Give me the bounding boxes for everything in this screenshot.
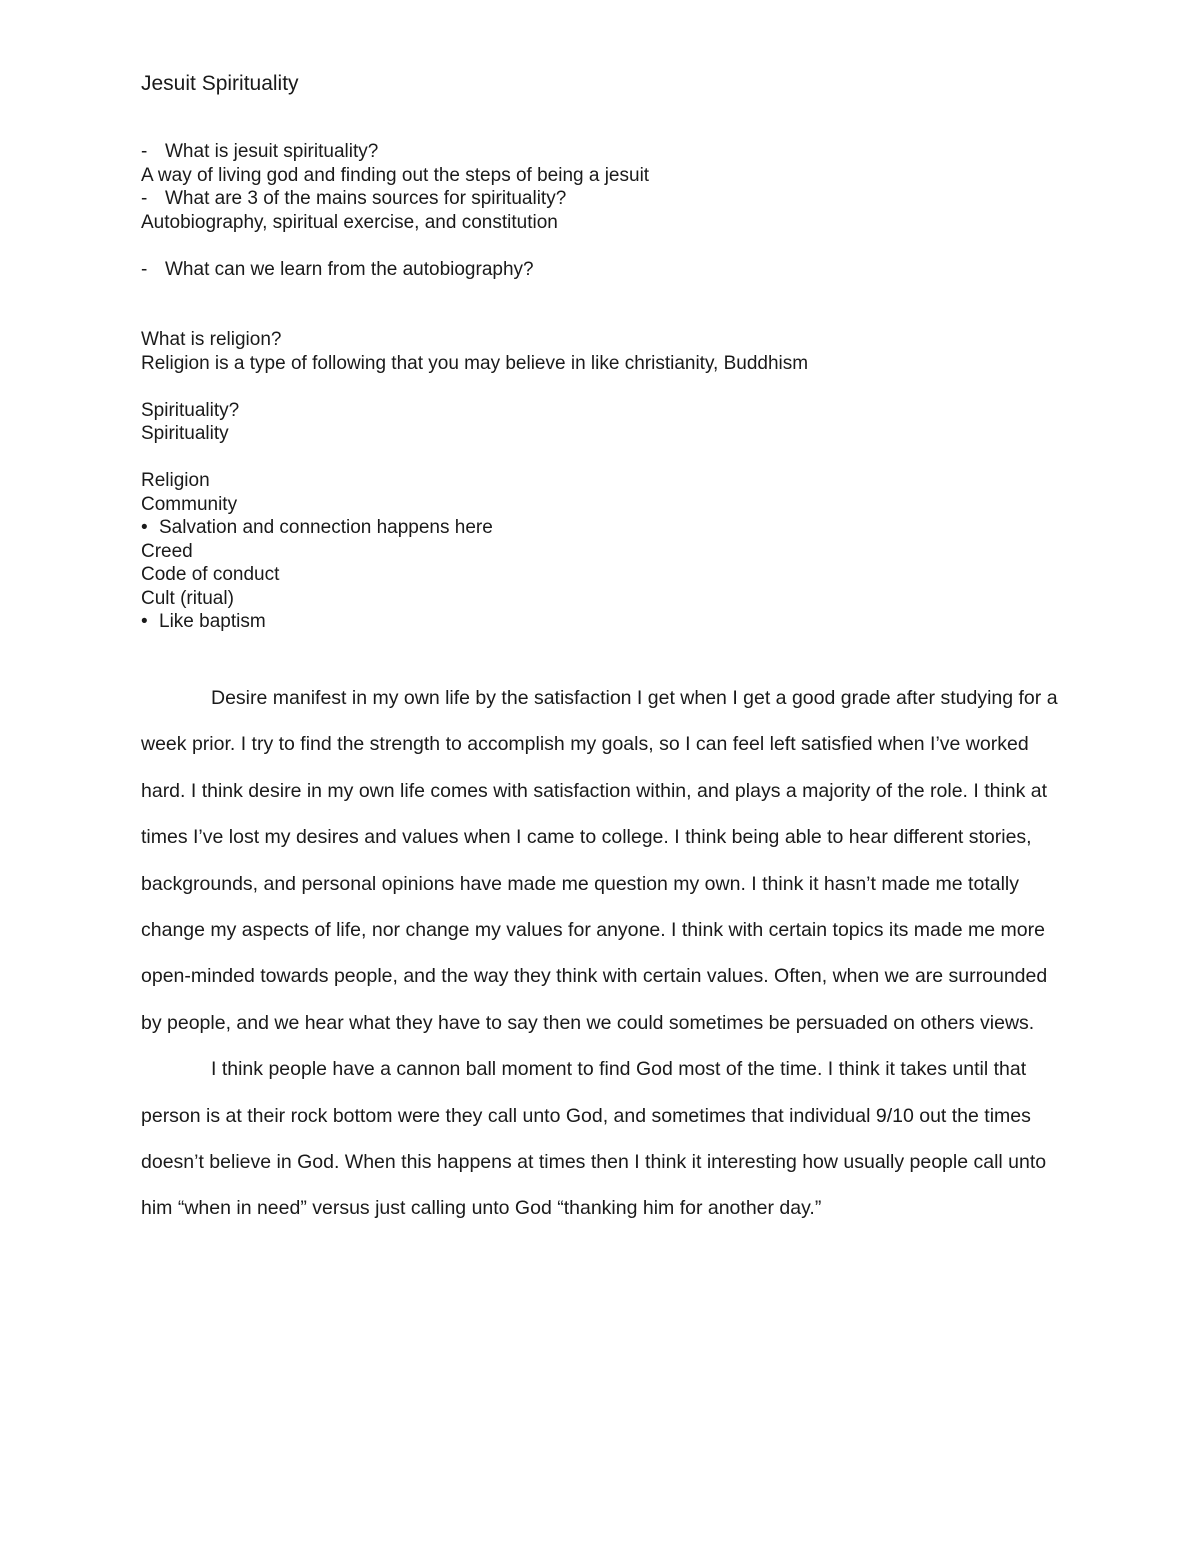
- religion-question: What is religion?: [141, 329, 282, 350]
- bullet-icon: •: [141, 611, 148, 632]
- dash-marker: -: [141, 188, 148, 209]
- list-item: Religion: [141, 470, 210, 491]
- question-text: What can we learn from the autobiography?: [165, 258, 534, 280]
- essay-paragraph: Desire manifest in my own life by the satisfaction I get when I get a good grade after studying for a week prior. I try to find the strength to accomplish my goals, so I can feel left satisfied when I’ve worked hard. I think desire in my own life comes with satisfaction within, and plays a majority of the role. I think at times I’ve lost my desires and values when I came to college. I think being able to hear different stories, backgrounds, and personal opinions have made me question my own. I think it hasn’t made me totally change my aspects of life, nor change my values for anyone. I think with certain topics its made me more open-minded towards people, and the way they think with certain values. Often, when we are surrounded by people, and we hear what they have to say then we could sometimes be persuaded on others views.: [141, 687, 1058, 1034]
- essay-section: [141, 675, 1061, 1232]
- list-item: Creed: [141, 540, 193, 562]
- list-subitem: • Salvation and connection happens here: [141, 517, 493, 538]
- spirituality-answer: Spirituality: [141, 423, 229, 444]
- dash-marker: -: [141, 141, 148, 162]
- essay-paragraph: I think people have a cannon ball moment to find God most of the time. I think it takes until that person is at their rock bottom were they call unto God, and sometimes that individual 9/10 out the times doesn’t believe in God. When this happens at times then I think it interesting how usually people call unto him “when in need” versus just calling unto God “thanking him for another day.”: [141, 1058, 1047, 1220]
- answer-line: Autobiography, spiritual exercise, and constitution: [141, 211, 558, 233]
- question-line: [141, 187, 1081, 211]
- bullet-icon: •: [141, 517, 148, 538]
- document-title: Jesuit Spirituality: [141, 72, 299, 95]
- question-line: [141, 140, 1081, 164]
- notes-section: [141, 140, 1081, 634]
- question-line: [141, 258, 1081, 282]
- list-subitem: • Like baptism: [141, 611, 266, 632]
- answer-line: A way of living god and finding out the steps of being a jesuit: [141, 164, 650, 186]
- dash-marker: -: [141, 258, 148, 280]
- list-item: Community: [141, 493, 238, 515]
- religion-answer: Religion is a type of following that you may believe in like christianity, Buddhism: [141, 352, 809, 374]
- list-item: Cult (ritual): [141, 587, 234, 609]
- spirituality-question: Spirituality?: [141, 399, 240, 421]
- question-text: What are 3 of the mains sources for spirituality?: [165, 188, 567, 209]
- question-text: What is jesuit spirituality?: [165, 141, 379, 162]
- list-item: Code of conduct: [141, 564, 280, 585]
